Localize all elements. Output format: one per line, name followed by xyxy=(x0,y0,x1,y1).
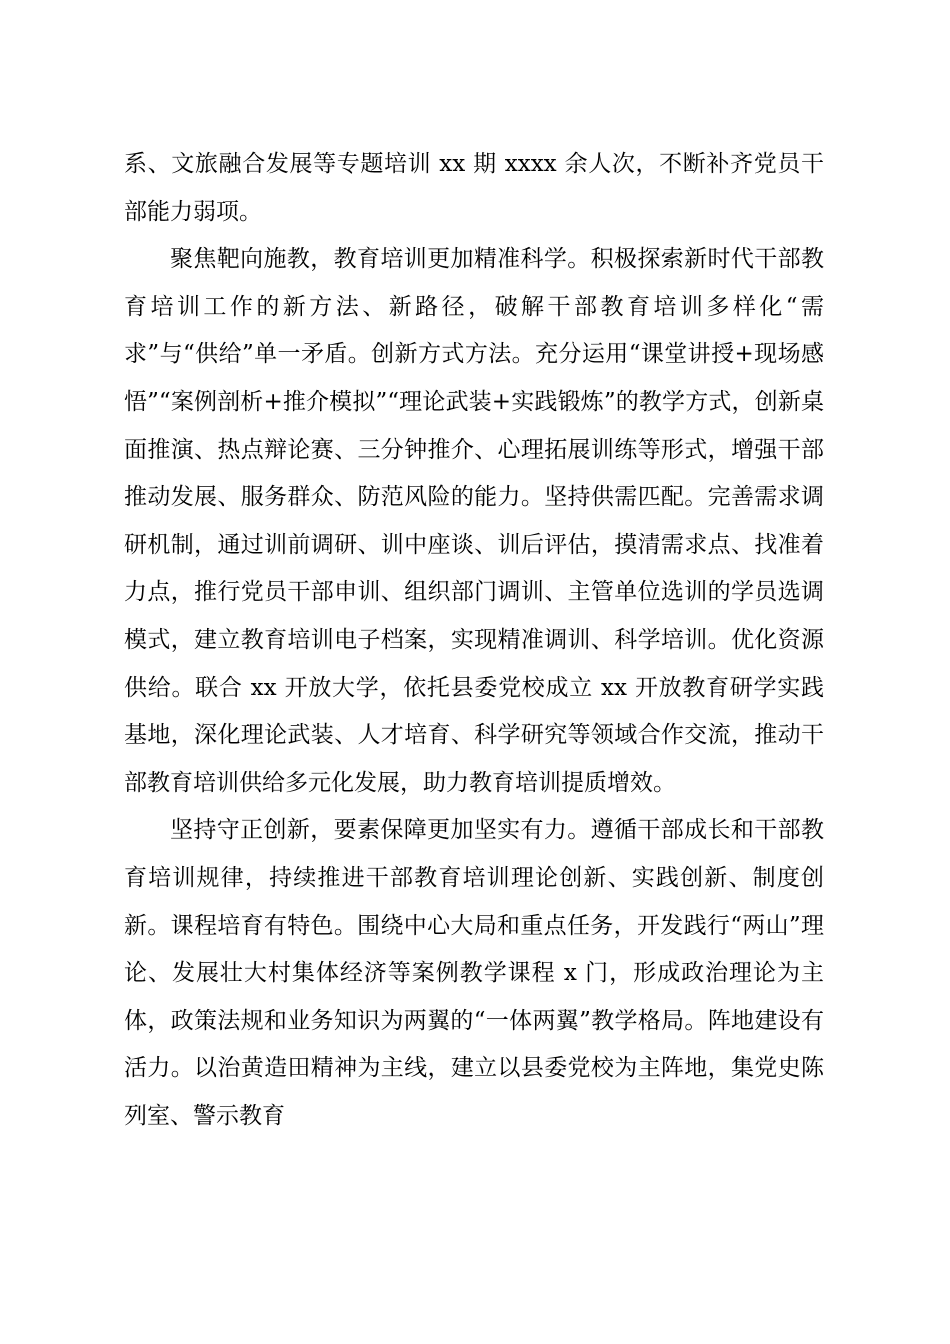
paragraph-precision-training: 聚焦靶向施教，教育培训更加精准科学。积极探索新时代干部教育培训工作的新方法、新路径，破解干部教育培训多样化“需求”与“供给”单一矛盾。创新方式方法。充分运用“课堂讲授+现场感悟”“案例剖析+推介模拟”“理论武装+实践锻炼”的教学方式，创新桌面推演、热点辩论赛、三分钟推介、心理拓展训练等形式，增强干部推动发展、服务群众、防范风险的能力。坚持供需匹配。完善需求调研机制，通过训前调研、训中座谈、训后评估，摸清需求点、找准着力点，推行党员干部申训、组织部门调训、主管单位选训的学员选调模式，建立教育培训电子档案，实现精准调训、科学培训。优化资源供给。联合 xx 开放大学，依托县委党校成立 xx 开放教育研学实践基地，深化理论武装、人才培育、科学研究等领域合作交流，推动干部教育培训供给多元化发展，助力教育培训提质增效。 xyxy=(124,246,824,796)
paragraph-innovation-support: 坚持守正创新，要素保障更加坚实有力。遵循干部成长和干部教育培训规律，持续推进干部教育培训理论创新、实践创新、制度创新。课程培育有特色。围绕中心大局和重点任务，开发践行“两山”理论、发展壮大村集体经济等案例教学课程 x 门，形成政治理论为主体，政策法规和业务知识为两翼的“一体两翼”教学格局。阵地建设有活力。以治黄造田精神为主线，建立以县委党校为主阵地，集党史陈列室、警示教育 xyxy=(124,817,824,1129)
paragraph-continuation: 系、文旅融合发展等专题培训 xx 期 xxxx 余人次，不断补齐党员干部能力弱项。 xyxy=(124,151,824,225)
document-body xyxy=(124,141,824,1140)
